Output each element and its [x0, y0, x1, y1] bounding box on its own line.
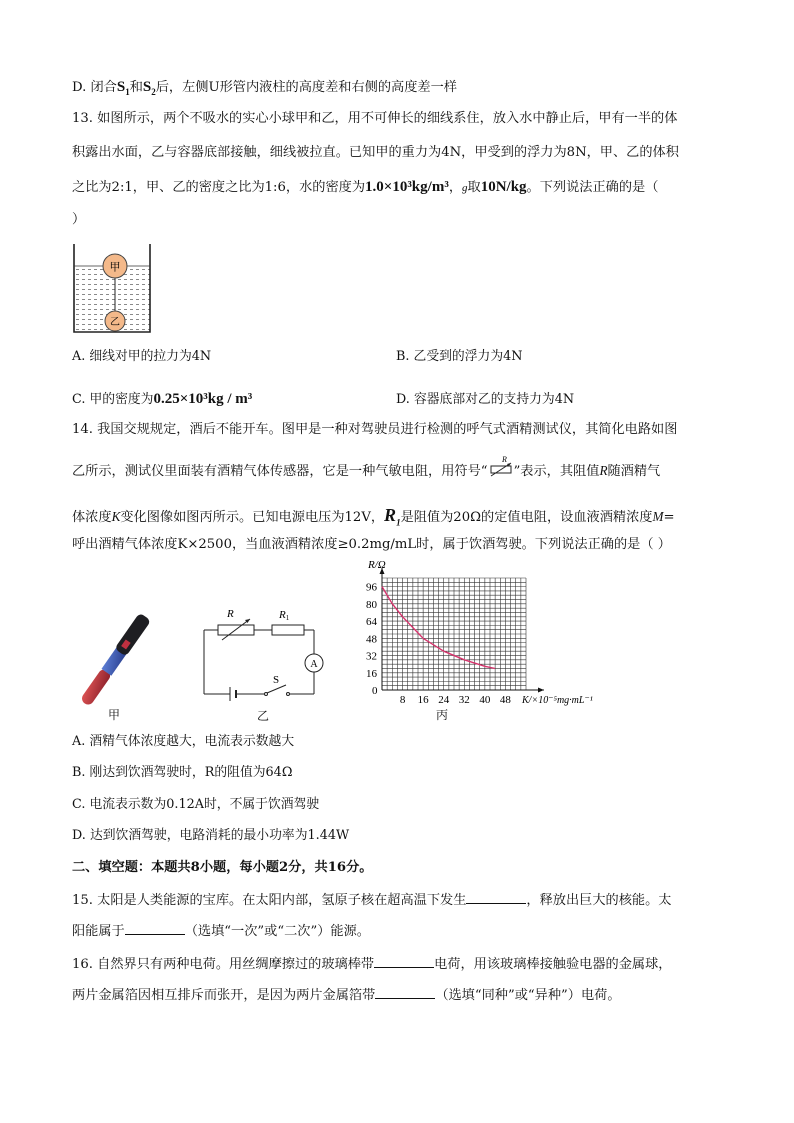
fig-bing-caption: 丙: [436, 708, 449, 722]
q14-line1: 14. 我国交规规定，酒后不能开车。图甲是一种对驾驶员进行检测的呼气式酒精测试仪，其简化电路如图: [72, 422, 678, 437]
q13-option-b: B. 乙受到的浮力为4N: [396, 349, 523, 364]
circuit-diagram: [196, 604, 326, 704]
x-tick-label: 24: [438, 694, 450, 706]
y-tick-label: 32: [366, 650, 377, 663]
q15-line1: 15. 太阳是人类能源的宝库。在太阳内部，氢原子核在超高温下发生 ，释放出巨大的核能。太: [72, 889, 722, 912]
label-r: R: [227, 608, 234, 620]
q16-line1: 16. 自然界只有两种电荷。用丝绸摩擦过的玻璃棒带 电荷，用该玻璃棒接触验电器的金属球，: [72, 953, 722, 976]
chart-y-label: R/Ω: [368, 560, 386, 571]
x-tick-label: 40: [479, 694, 491, 706]
q13-line3: 之比为2:1，甲、乙的密度之比为1:6，水的密度为1.0×10³kg/m³，g取10N/kg。下列说法正确的是（: [72, 179, 659, 195]
q15-blank-1[interactable]: [466, 889, 526, 904]
ball-yi-label: 乙: [110, 317, 120, 328]
q14-option-a: A. 酒精气体浓度越大，电流表示数越大: [72, 734, 295, 749]
q15-blank-2[interactable]: [125, 920, 185, 935]
q16-line2: 两片金属箔因相互排斥而张开，是因为两片金属箔带 （选填“同种”或“异种”）电荷。: [72, 984, 722, 1007]
fig-jia-caption: 甲: [108, 708, 121, 722]
breathalyzer-handle: [114, 613, 151, 657]
x-tick-label: 16: [417, 694, 429, 706]
r1-symbol: $R_1$: [384, 505, 401, 528]
y-tick-label: 96: [366, 581, 377, 594]
q12-d-prefix: D. 闭合: [72, 80, 117, 95]
q16-blank-2[interactable]: [375, 984, 435, 999]
chart-grid: [382, 578, 526, 690]
breathalyzer-figure: [70, 610, 160, 710]
q13-line1: 13. 如图所示，两个不吸水的实心小球甲和乙，用不可伸长的细线系住，放入水中静止后，甲有一半的体: [72, 111, 678, 126]
svg-text:R: R: [501, 454, 507, 464]
y-tick-label: 48: [366, 633, 377, 646]
q12-d-suffix: 后，左侧U形管内液柱的高度差和右侧的高度差一样: [155, 80, 457, 95]
x-tick-label: 48: [499, 694, 511, 706]
q14-option-d: D. 达到饮酒驾驶，电路消耗的最小功率为1.44W: [72, 828, 350, 843]
y-tick-label: 16: [366, 667, 377, 680]
switch-label: S: [273, 674, 280, 686]
container-figure: [70, 242, 154, 334]
label-r1: R1: [279, 609, 290, 622]
chart-origin-label: 0: [372, 685, 378, 697]
breathalyzer-red-end: [80, 667, 113, 707]
x-axis-arrow: [538, 688, 544, 693]
ammeter-label: A: [310, 659, 318, 670]
water-density: 1.0×10³kg/m³: [365, 179, 449, 195]
g-value: 10N/kg: [480, 179, 527, 195]
q14-line3: 体浓度K变化图像如图丙所示。已知电源电压为12V，$R_1$是阻值为20Ω的定值电阻，设血液酒精浓度M=: [72, 505, 675, 528]
q13-line4: ）: [72, 212, 86, 227]
chart-x-label: K/×10⁻⁵mg·mL⁻¹: [522, 695, 593, 706]
x-tick-label: 8: [399, 694, 406, 706]
q16-blank-1[interactable]: [374, 953, 434, 968]
fig-yi-caption: 乙: [257, 709, 270, 723]
q13-option-a: A. 细线对甲的拉力为4N: [72, 349, 212, 364]
ball-jia-label: 甲: [109, 261, 121, 274]
r-k-chart: [340, 560, 620, 710]
q14-option-b: B. 刚达到饮酒驾驶时，R的阻值为64Ω: [72, 765, 293, 780]
variable-resistor-symbol: [488, 454, 514, 480]
q13-option-c: C. 甲的密度为0.25×10³kg / m³: [72, 391, 253, 407]
g-symbol: g: [462, 182, 468, 194]
q12-d-and: 和: [129, 80, 143, 95]
density-value: 0.25×10³kg / m³: [153, 391, 253, 407]
q14-line4: 呼出酒精气体浓度K×2500，当血液酒精浓度≥0.2mg/mL时，属于饮酒驾驶。下列说法正确的是（ ）: [72, 537, 671, 552]
q12-option-d: [72, 76, 722, 103]
x-tick-label: 32: [458, 694, 470, 706]
y-tick-label: 64: [366, 616, 377, 629]
q13-line2: 积露出水面，乙与容器底部接触，细线被拉直。已知甲的重力为4N，甲受到的浮力为8N，甲、乙的体积: [72, 145, 679, 160]
q14-line2: 乙所示，测试仪里面装有酒精气体传感器，它是一种气敏电阻，用符号“ R ”表示，其阻值R随酒精气: [72, 454, 661, 479]
section-2-title: 二、填空题：本题共8小题，每小题2分，共16分。: [72, 860, 373, 875]
s2-symbol: $S_2$: [142, 79, 156, 97]
q15-line2: 阳能属于 （选填“一次”或“二次”）能源。: [72, 920, 722, 943]
q14-option-c: C. 电流表示数为0.12A时，不属于饮酒驾驶: [72, 797, 320, 812]
fixed-resistor-r1: [272, 625, 304, 635]
switch-s: [267, 685, 286, 693]
q13-option-d: D. 容器底部对乙的支持力为4N: [396, 392, 575, 407]
y-tick-label: 80: [366, 598, 377, 611]
s1-symbol: $S_1$: [116, 79, 130, 97]
